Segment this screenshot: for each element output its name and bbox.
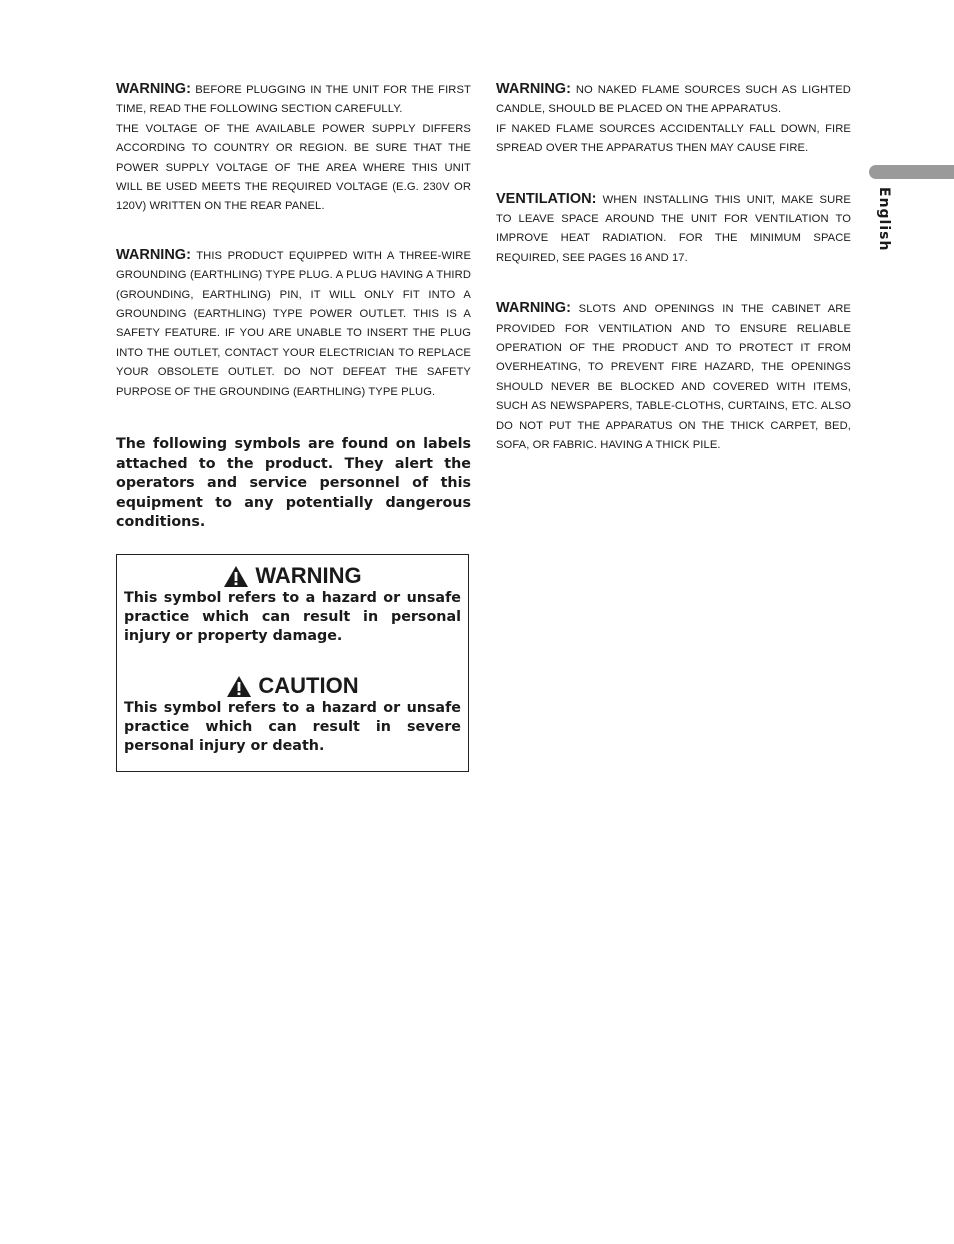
warning-symbol-title bbox=[124, 563, 461, 589]
language-tab-marker bbox=[869, 165, 954, 179]
caution-symbol-block bbox=[124, 673, 461, 756]
warning-body-continued: THE VOLTAGE OF THE AVAILABLE POWER SUPPLY DIFFERS ACCORDING TO COUNTRY OR REGION. BE SURE THAT THE POWER SUPPLY VOLTAGE OF THE AREA WHERE THIS UNIT WILL BE USED MEETS THE REQUIRED VOLTAGE (E.G. 230V OR 120V) WRITTEN ON THE REAR PANEL. bbox=[116, 122, 471, 213]
warning-body: SLOTS AND OPENINGS IN THE CABINET ARE PROVIDED FOR VENTILATION AND TO ENSURE RELIABLE OPERATION OF THE PRODUCT AND TO PROTECT IT FROM OVERHEATING, TO PREVENT FIRE HAZARD, THE OPENINGS SHOULD NEVER BE BLOCKED AND COVERED WITH ITEMS, SUCH AS NEWSPAPERS, TABLE-CLOTHS, CURTAINS, ETC. ALSO DO NOT PUT THE APPARATUS ON THE THICK CARPET, BED, SOFA, OR FABRIC. HAVING A THICK PILE. bbox=[496, 303, 851, 452]
ventilation-heading: VENTILATION: bbox=[496, 190, 597, 207]
caution-symbol-title bbox=[124, 673, 461, 699]
warning-triangle-icon bbox=[223, 565, 249, 588]
warning-heading: WARNING: bbox=[116, 81, 191, 97]
warning-title-text: WARNING bbox=[255, 563, 362, 588]
warning-symbol-description: This symbol refers to a hazard or unsafe practice which can result in personal injury or property damage. bbox=[124, 590, 461, 644]
warning-naked-flame bbox=[496, 80, 851, 159]
caution-symbol-description: This symbol refers to a hazard or unsafe practice which can result in severe personal injury or death. bbox=[124, 700, 461, 754]
warning-symbol-block bbox=[124, 563, 461, 646]
ventilation-notice bbox=[496, 190, 851, 269]
symbols-intro: The following symbols are found on labels attached to the product. They alert the operators and service personnel of this equipment to any potentially dangerous conditions. bbox=[116, 436, 471, 531]
right-column bbox=[496, 80, 851, 456]
warning-power-supply bbox=[116, 80, 471, 217]
warning-body-continued: IF NAKED FLAME SOURCES ACCIDENTALLY FALL DOWN, FIRE SPREAD OVER THE APPARATUS THEN MAY CAUSE FIRE. bbox=[496, 122, 851, 155]
caution-title-text: CAUTION bbox=[258, 673, 359, 698]
left-column bbox=[116, 80, 471, 533]
language-label bbox=[876, 187, 896, 257]
warning-heading: WARNING: bbox=[116, 246, 191, 263]
warning-slots-openings bbox=[496, 299, 851, 455]
caution-triangle-icon bbox=[226, 675, 252, 698]
warning-body: THIS PRODUCT EQUIPPED WITH A THREE-WIRE GROUNDING (EARTHLING) TYPE PLUG. A PLUG HAVING A THIRD (GROUNDING, EARTHLING) PIN, IT WILL ONLY FIT INTO A GROUNDING (EARTHLING) TYPE POWER OUTLET. THIS IS A SAFETY FEATURE. IF YOU ARE UNABLE TO INSERT THE PLUG INTO THE OUTLET, CONTACT YOUR ELECTRICIAN TO REPLACE YOUR OBSOLETE OUTLET. DO NOT DEFEAT THE SAFETY PURPOSE OF THE GROUNDING (EARTHLING) TYPE PLUG. bbox=[116, 249, 472, 398]
symbols-legend-box bbox=[116, 554, 469, 772]
warning-heading: WARNING: bbox=[496, 81, 571, 97]
warning-body: NO NAKED FLAME SOURCES SUCH AS LIGHTED CANDLE, SHOULD BE PLACED ON THE APPARATUS. bbox=[496, 84, 851, 116]
warning-grounding-plug bbox=[116, 246, 471, 402]
ventilation-body: WHEN INSTALLING THIS UNIT, MAKE SURE TO LEAVE SPACE AROUND THE UNIT FOR VENTILATION TO IMPROVE HEAT RADIATION. FOR THE MINIMUM SPACE REQUIRED, SEE PAGES 16 AND 17. bbox=[496, 193, 851, 264]
warning-body: BEFORE PLUGGING IN THE UNIT FOR THE FIRST TIME, READ THE FOLLOWING SECTION CAREFULLY. bbox=[116, 84, 471, 116]
warning-heading: WARNING: bbox=[496, 300, 571, 317]
language-label-text: English bbox=[876, 187, 892, 252]
